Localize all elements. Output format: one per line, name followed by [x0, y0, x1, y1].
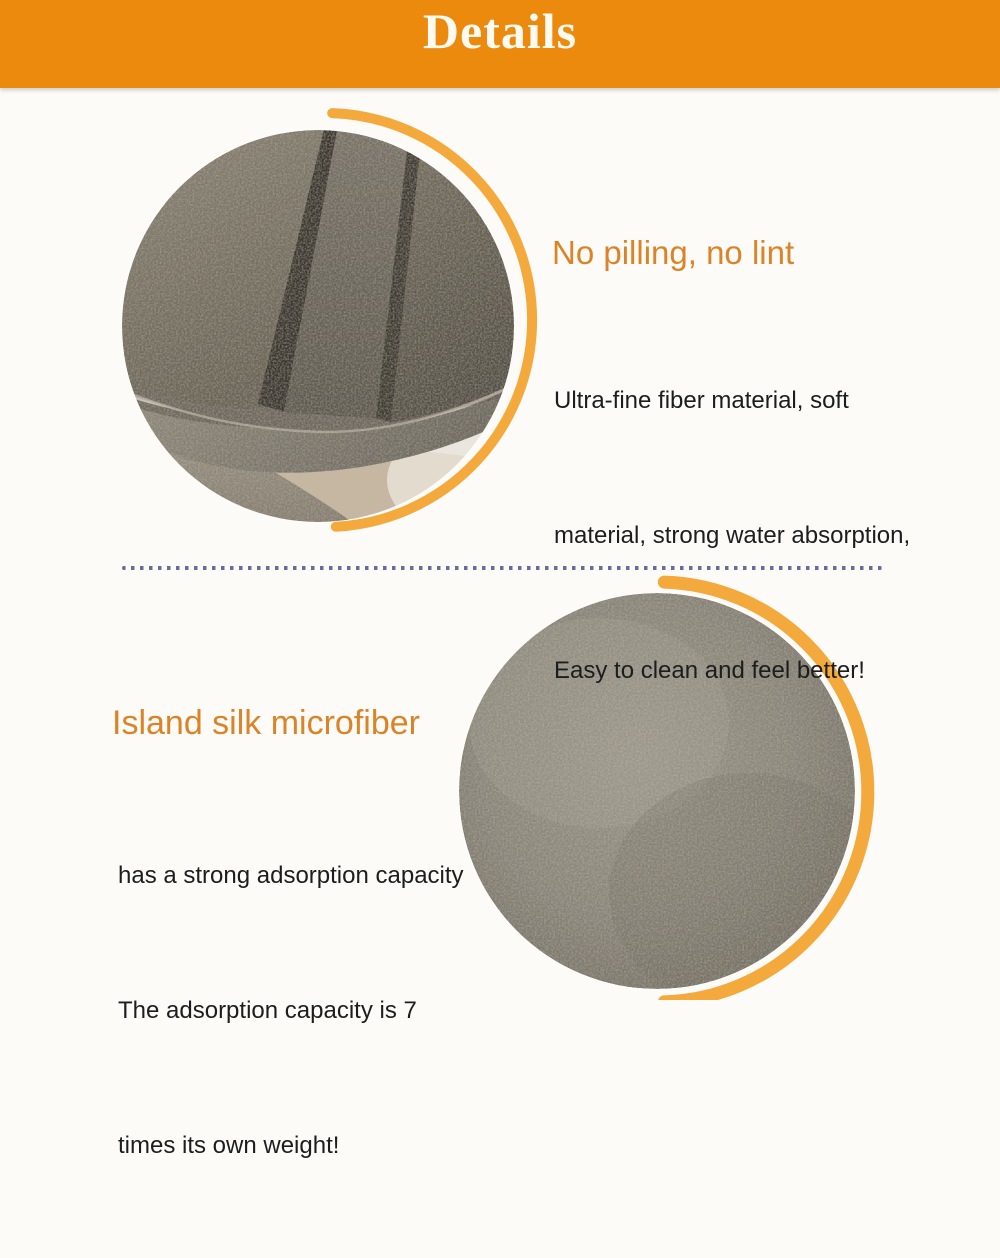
- feature-heading: No pilling, no lint: [552, 234, 795, 271]
- page-title: Details: [422, 3, 578, 59]
- cloth-photo-circle: [122, 130, 514, 522]
- material-heading: Island silk microfiber: [112, 704, 420, 742]
- feature-line-1: Ultra-fine fiber material, soft: [554, 387, 849, 414]
- material-line-3: times its own weight!: [118, 1132, 340, 1159]
- material-line-1: has a strong adsorption capacity: [118, 862, 464, 889]
- header-bar: [0, 0, 1000, 88]
- feature-line-3: Easy to clean and feel better!: [554, 657, 865, 684]
- feature-description: [554, 288, 910, 783]
- material-line-2: The adsorption capacity is 7: [118, 997, 417, 1024]
- feature-line-2: material, strong water absorption,: [554, 522, 911, 549]
- material-description: [118, 763, 464, 1258]
